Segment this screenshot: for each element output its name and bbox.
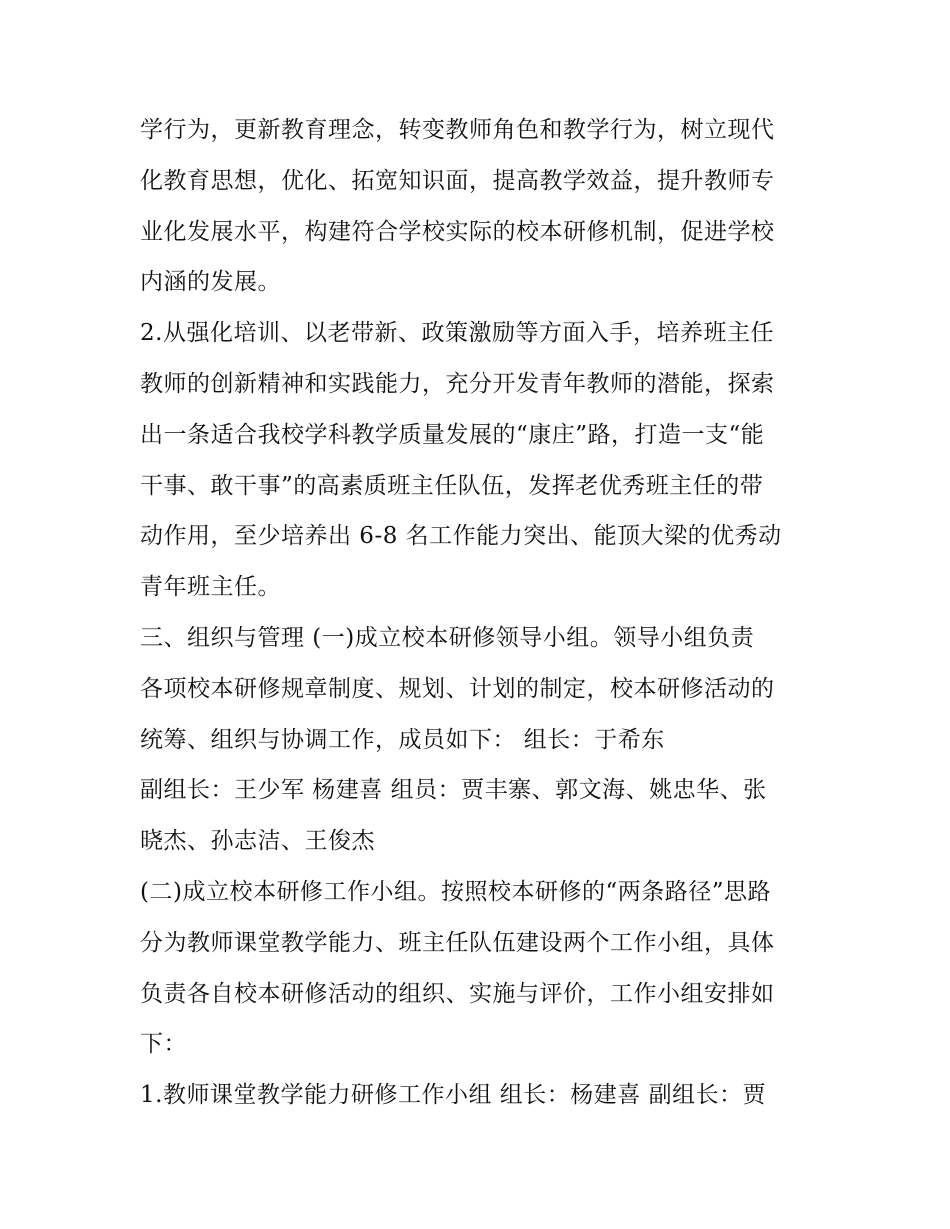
- text-line: 分为教师课堂教学能力、班主任队伍建设两个工作小组，具体: [140, 929, 775, 956]
- text-line: 1.教师课堂教学能力研修工作小组 组长：杨建喜 副组长：贾: [140, 1082, 767, 1109]
- text-line: 晓杰、孙志洁、王俊杰: [140, 828, 375, 855]
- text-line: 下：: [140, 1031, 187, 1058]
- text-line: 各项校本研修规章制度、规划、计划的制定，校本研修活动的: [140, 675, 775, 702]
- text-line: 出一条适合我校学科教学质量发展的“康庄”路，打造一支“能: [140, 421, 765, 448]
- text-line: 动作用，至少培养出 6-8 名工作能力突出、能顶大梁的优秀动: [140, 523, 782, 550]
- text-line: (二)成立校本研修工作小组。按照校本研修的“两条路径”思路: [140, 878, 771, 905]
- text-line: 内涵的发展。: [140, 269, 281, 296]
- text-line: 副组长：王少军 杨建喜 组员：贾丰寨、郭文海、姚忠华、张: [140, 777, 767, 804]
- text-line: 青年班主任。: [140, 574, 281, 601]
- text-line: 负责各自校本研修活动的组织、实施与评价，工作小组安排如: [140, 980, 775, 1007]
- text-line: 三、组织与管理 (一)成立校本研修领导小组。领导小组负责: [140, 624, 755, 651]
- text-line: 统筹、组织与协调工作，成员如下： 组长：于希东: [140, 726, 665, 753]
- text-line: 教师的创新精神和实践能力，充分开发青年教师的潜能，探索: [140, 370, 775, 397]
- text-line: 干事、敢干事”的高素质班主任队伍，发挥老优秀班主任的带: [140, 472, 764, 499]
- text-line: 业化发展水平，构建符合学校实际的校本研修机制，促进学校: [140, 218, 775, 245]
- text-line: 学行为，更新教育理念，转变教师角色和教学行为，树立现代: [140, 117, 775, 143]
- text-line: 化教育思想，优化、拓宽知识面，提高教学效益，提升教师专: [140, 167, 775, 194]
- text-line: 2.从强化培训、以老带新、政策激励等方面入手，培养班主任: [140, 320, 774, 347]
- document-body: [140, 105, 820, 1121]
